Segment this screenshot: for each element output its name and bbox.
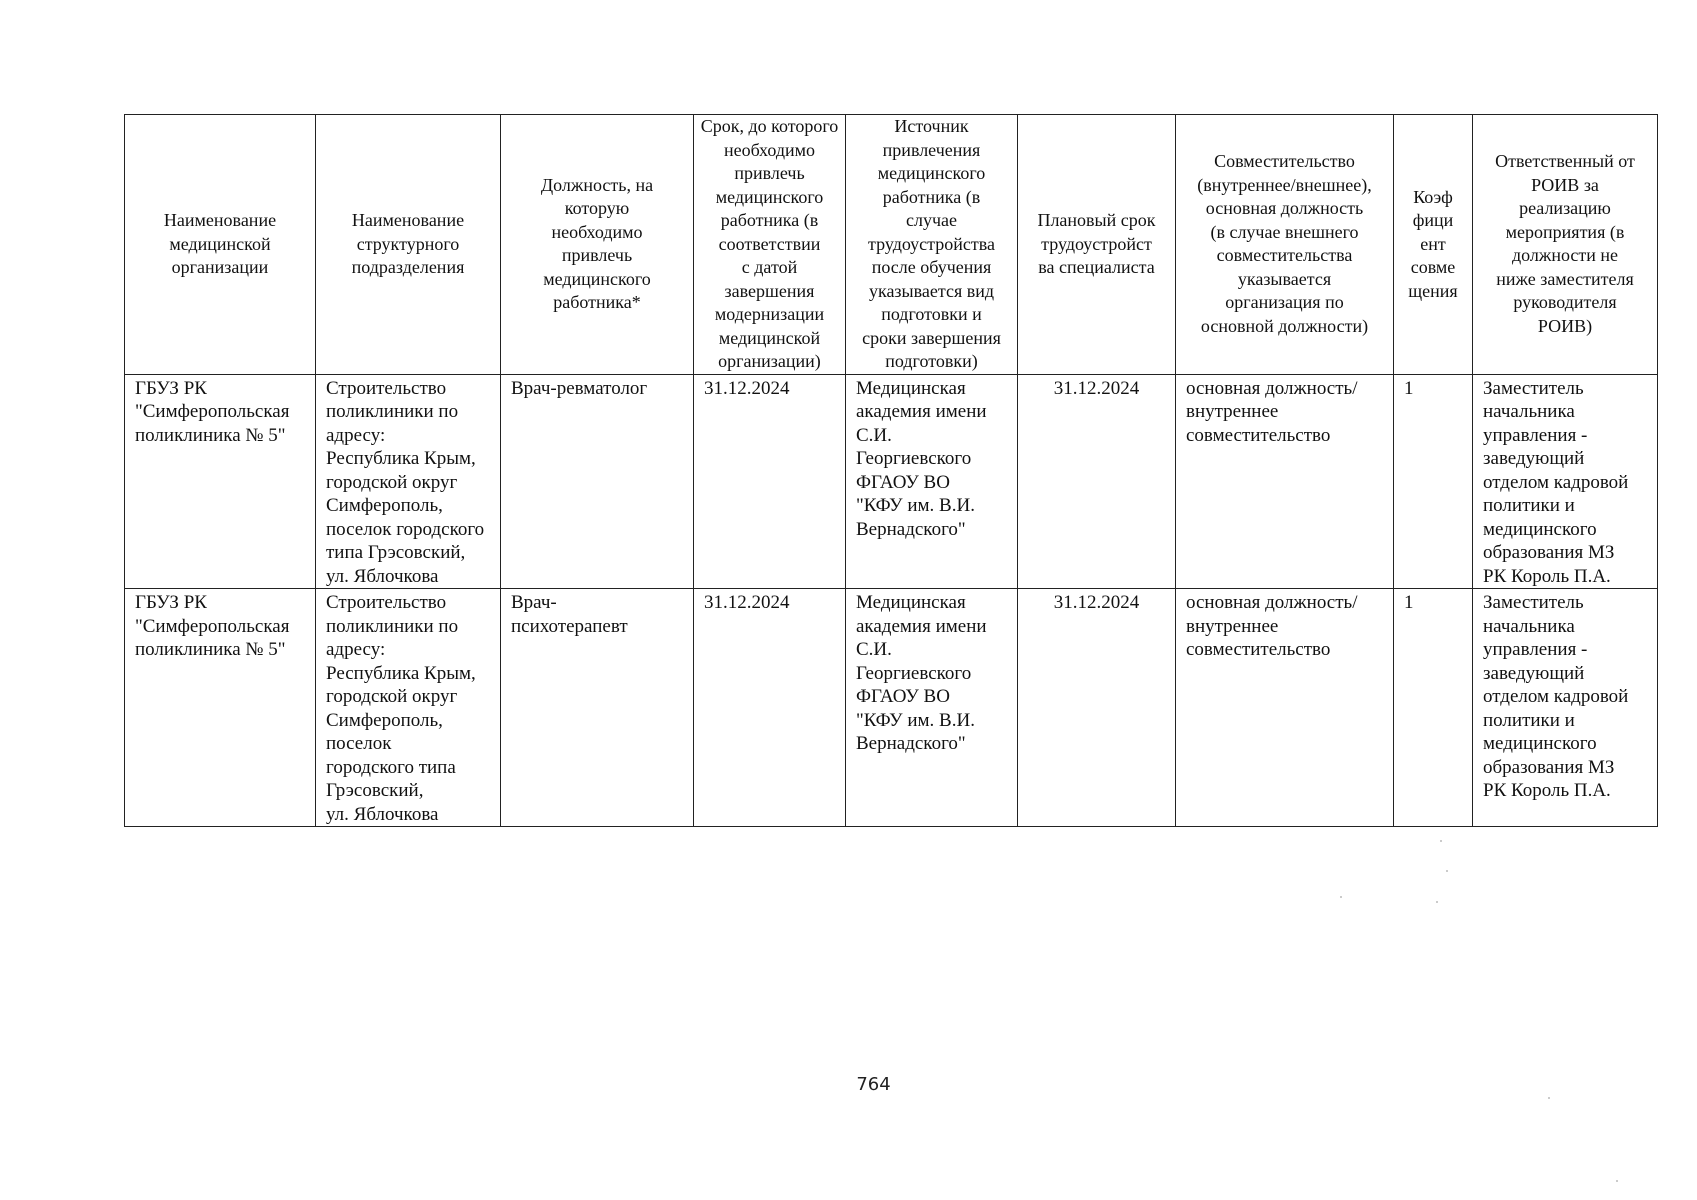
header-deadline: Срок, до которого необходимо привлечь медицинского работника (в соответствии с датой завершения модернизации медицинской организации) [694, 115, 846, 375]
cell-deadline: 31.12.2024 [694, 374, 846, 589]
table-row [125, 374, 1658, 589]
cell-combination: основная должность/ внутреннее совместительство [1176, 374, 1394, 589]
cell-coefficient: 1 [1394, 374, 1473, 589]
header-coefficient: Коэф фици ент совме щения [1394, 115, 1473, 375]
cell-deadline: 31.12.2024 [694, 589, 846, 827]
header-subdivision: Наименование структурного подразделения [316, 115, 501, 375]
personnel-table [124, 114, 1658, 827]
table-row [125, 589, 1658, 827]
header-planned-date: Плановый срок трудоустройст ва специалиста [1018, 115, 1176, 375]
cell-planned-date: 31.12.2024 [1018, 374, 1176, 589]
header-source: Источник привлечения медицинского работника (в случае трудоустройства после обучения указывается вид подготовки и сроки завершения подготовки) [846, 115, 1018, 375]
cell-source: Медицинская академия имени С.И. Георгиевского ФГАОУ ВО "КФУ им. В.И. Вернадского" [846, 374, 1018, 589]
cell-combination: основная должность/ внутреннее совместительство [1176, 589, 1394, 827]
cell-subdivision: Строительство поликлиники по адресу: Республика Крым, городской округ Симферополь, поселок городского типа Грэсовский, ул. Яблочкова [316, 589, 501, 827]
scan-speck [1616, 1180, 1618, 1182]
cell-position: Врач- психотерапевт [501, 589, 694, 827]
header-organization: Наименование медицинской организации [125, 115, 316, 375]
table-header-row [125, 115, 1658, 375]
cell-source: Медицинская академия имени С.И. Георгиевского ФГАОУ ВО "КФУ им. В.И. Вернадского" [846, 589, 1018, 827]
cell-responsible: Заместитель начальника управления - заведующий отделом кадровой политики и медицинского образования МЗ РК Король П.А. [1473, 589, 1658, 827]
scan-speck [1446, 870, 1448, 872]
cell-planned-date: 31.12.2024 [1018, 589, 1176, 827]
scan-speck [1548, 1097, 1550, 1099]
cell-organization: ГБУЗ РК "Симферопольская поликлиника № 5" [125, 589, 316, 827]
cell-subdivision: Строительство поликлиники по адресу: Республика Крым, городской округ Симферополь, поселок городского типа Грэсовский, ул. Яблочкова [316, 374, 501, 589]
header-position: Должность, на которую необходимо привлечь медицинского работника* [501, 115, 694, 375]
cell-responsible: Заместитель начальника управления - заведующий отделом кадровой политики и медицинского образования МЗ РК Король П.А. [1473, 374, 1658, 589]
header-combination: Совместительство (внутреннее/внешнее), основная должность (в случае внешнего совместительства указывается организация по основной должности) [1176, 115, 1394, 375]
cell-coefficient: 1 [1394, 589, 1473, 827]
cell-position: Врач-ревматолог [501, 374, 694, 589]
page-number: 764 [856, 1074, 891, 1095]
scan-speck [1340, 896, 1342, 898]
header-responsible: Ответственный от РОИВ за реализацию мероприятия (в должности не ниже заместителя руководителя РОИВ) [1473, 115, 1658, 375]
scan-speck [1440, 840, 1442, 842]
scan-speck [1436, 901, 1438, 903]
cell-organization: ГБУЗ РК "Симферопольская поликлиника № 5" [125, 374, 316, 589]
